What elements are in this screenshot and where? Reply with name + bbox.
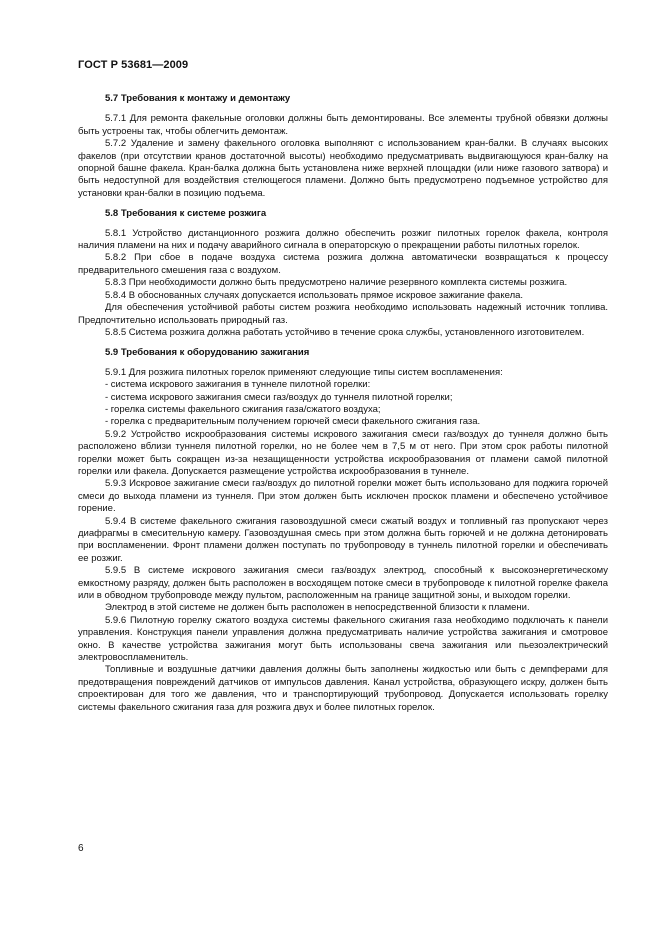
paragraph: Топливные и воздушные датчики давления должны быть заполнены жидкостью или быть с демпферами для предотвращения повреждений датчиков от импульсов давления. Канал устройства, образующего искру, должен быть спроектирован для того же давления, что и транспортирующий трубопровод. Допускается использовать горелку системы факельного сжигания газа для розжига двух и более пилотных горелок. [78,664,608,713]
paragraph: 5.9.3 Искровое зажигание смеси газ/воздух до пилотной горелки может быть использовано для поджига горючей смеси до выхода пламени из туннеля. При этом должен быть исключен проскок пламени и обеспечено устойчивое горение. [78,478,608,515]
page-number: 6 [78,843,84,854]
paragraph: 5.9.1 Для розжига пилотных горелок применяют следующие типы систем воспламенения: [105,366,503,378]
paragraph: 5.8.4 В обоснованных случаях допускается использовать прямое искровое зажигание факела. [105,289,524,301]
paragraph: Электрод в этой системе не должен быть расположен в непосредственной близости к пламени. [105,602,530,614]
section-heading-5-8: 5.8 Требования к системе розжига [105,208,267,220]
paragraph: 5.8.2 При сбое в подаче воздуха система розжига должна автоматически возвращаться к процессу предварительного смешения газа с воздухом. [78,252,608,276]
list-item: - горелка системы факельного сжигания газа/сжатого воздуха; [105,403,381,415]
list-item: - горелка с предварительным получением горючей смеси факельного сжигания газа. [105,416,481,428]
paragraph: 5.9.4 В системе факельного сжигания газовоздушной смеси сжатый воздух и топливный газ пропускают через диафрагмы в смесительную камеру. Газовоздушная смесь при этом должна быть горючей и не должна детонировать при воспламенении. Фронт пламени должен поступать по трубопроводу в туннель пилотной горелки и обеспечивать ее розжиг. [78,515,608,564]
document-body [78,93,608,714]
paragraph: 5.8.1 Устройство дистанционного розжига должно обеспечить розжиг пилотных горелок факела, контроля наличия пламени на них и подачу аварийного сигнала в операторскую о прекращении работы пилотных горелок. [78,227,608,252]
section-heading-5-9: 5.9 Требования к оборудованию зажигания [105,347,310,359]
section-heading-5-7: 5.7 Требования к монтажу и демонтажу [105,93,291,104]
paragraph: 5.8.5 Система розжига должна работать устойчиво в течение срока службы, установленного изготовителем. [105,326,585,338]
document-header: ГОСТ Р 53681—2009 [78,59,189,71]
list-item: - система искрового зажигания в туннеле пилотной горелки: [105,379,371,391]
paragraph: 5.9.5 В системе искрового зажигания смеси газ/воздух электрод, способный к высокоэнергетическому емкостному разряду, должен быть расположен в восходящем потоке смеси в трубопроводе к пилотной горелке факела или в обводном трубопроводе между пультом, расположенным на границе защитной зоны, и выходом горелки. [78,565,608,602]
paragraph: 5.8.3 При необходимости должно быть предусмотрено наличие резервного комплекта системы розжига. [105,277,568,289]
list-item: - система искрового зажигания смеси газ/воздух до туннеля пилотной горелки; [105,391,453,403]
paragraph: 5.7.1 Для ремонта факельные оголовки должны быть демонтированы. Все элементы трубной обвязки должны быть устроены так, чтобы облегчить демонтаж. [78,113,608,137]
paragraph: 5.9.2 Устройство искрообразования системы искрового зажигания смеси газ/воздух до туннеля должно быть расположено вблизи туннеля пилотной горелки, но не более чем в 7,5 м от него. При этом срок работы пилотной горелки может быть сокращен из-за незащищенности устройства искрообразования от пламени самой пилотной горелки или факела. Допускается размещение устройства искрообразования в туннеле. [78,428,608,477]
paragraph: 5.7.2 Удаление и замену факельного оголовка выполняют с использованием кран-балки. В случаях высоких факелов (при отсутствии кранов достаточной высоты) необходимо предусматривать выдвигающуюся кран-балку на опорной башне факела. Кран-балка должна быть установлена ниже верхней площадки (или ниже газового затвора) и быть недоступной для воздействия стелющегося пламени. Должно быть предусмотрено подъемное устройство для установки кран-балки в позицию подъема. [78,138,608,199]
paragraph: 5.9.6 Пилотную горелку сжатого воздуха системы факельного сжигания газа необходимо подключать к панели управления. Конструкция панели управления должна предусматривать наличие устройства зажигания и смотровое окно. В качестве устройства зажигания могут быть использованы свеча зажигания или пьезоэлектрический электровоспламенитель. [78,614,608,664]
paragraph: Для обеспечения устойчивой работы систем розжига необходимо использовать надежный источник топлива. Предпочтительно использовать природный газ. [78,302,608,326]
